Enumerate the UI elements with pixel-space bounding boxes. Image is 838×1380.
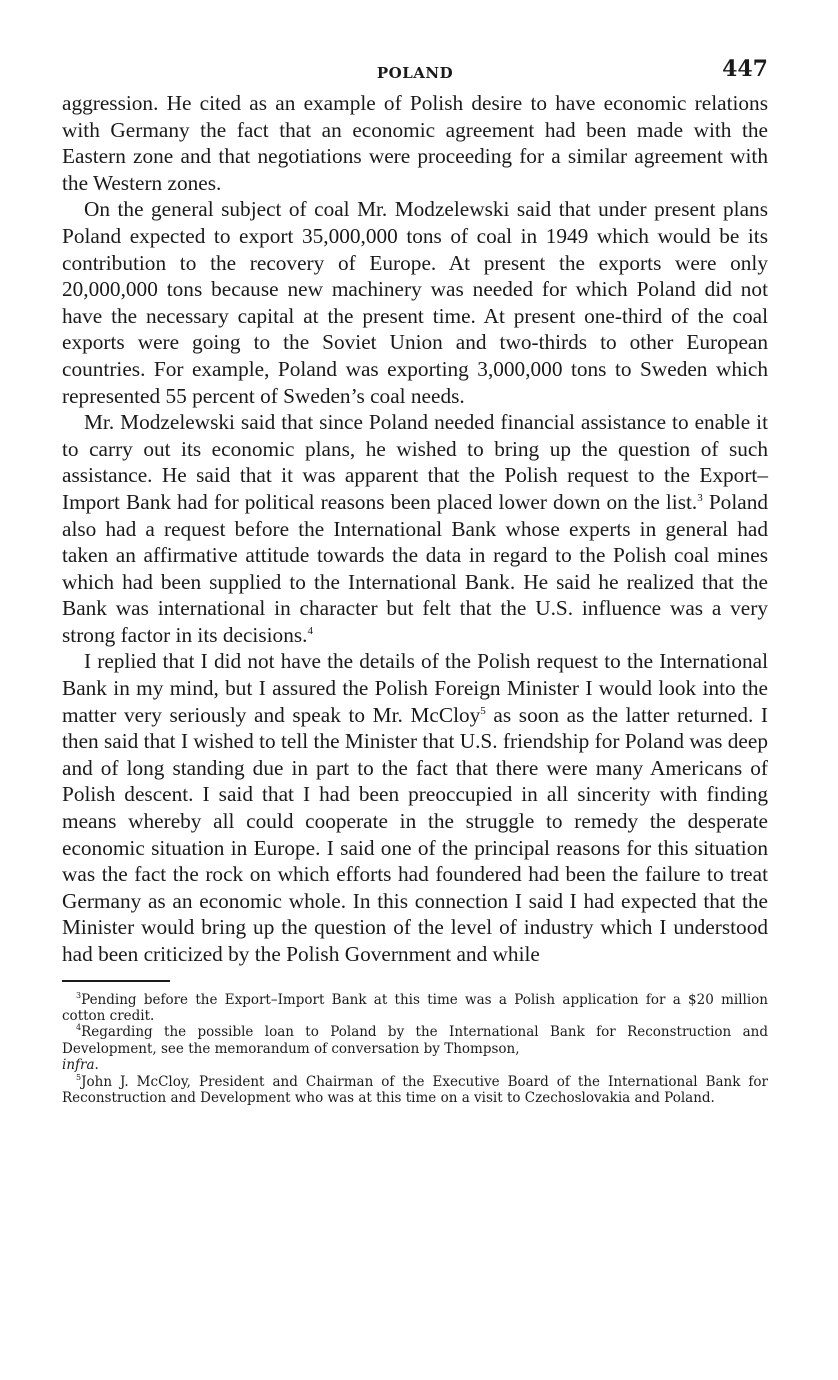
document-page xyxy=(62,56,768,1106)
footnote-ref-3: 3 xyxy=(697,491,703,504)
paragraph-4-text-b: as soon as the latter returned. I then said that I wished to tell the Minister that U.S. friendship for Poland was deep and of long standing due in part to the fact that there were many Americans of Polish descent. I said that I had been preoccupied in all sincerity with finding means whereby all could cooperate in the struggle to remedy the desperate economic situation in Europe. I said one of the principal reasons for this situation was the fact the rock on which efforts had foundered had been the failure to treat Germany as an economic whole. In this connection I said I had expected that the Minister would bring up the question of the level of industry which I understood had been criticized by the Polish Government and while xyxy=(62,702,769,966)
footnote-5-mark: 5 xyxy=(76,1072,82,1082)
footnote-4-text: Regarding the possible loan to Poland by the International Bank for Reconstruction and Development, see the memorandum of conversation by Thompson, xyxy=(62,1024,768,1057)
paragraph-3-text-a: Mr. Modzelewski said that since Poland needed financial assistance to enable it to carry out its economic plans, he wished to bring up the question of such assistance. He said that it was apparent that the Polish request to the Export–Import Bank had for political reasons been placed lower down on the list. xyxy=(62,410,768,514)
footnote-3-mark: 3 xyxy=(76,990,82,1000)
paragraph-3-text-b: Poland also had a request before the International Bank whose experts in general had taken an affirmative attitude towards the data in regard to the Polish coal mines which had been supplied to the International Bank. He said he realized that the Bank was international in character but felt that the U.S. influence was a very strong factor in its decisions. xyxy=(62,489,768,647)
paragraph-3 xyxy=(62,409,768,648)
footnote-4-mark: 4 xyxy=(76,1023,82,1033)
paragraph-1: aggression. He cited as an example of Polish desire to have economic relations with Germany the fact that an economic agreement had been made with the Eastern zone and that negotiations were proceeding for a similar agreement with the Western zones. xyxy=(62,91,768,195)
footnote-5 xyxy=(62,1074,768,1107)
footnote-4-cross-reference: infra. xyxy=(62,1057,99,1074)
running-header xyxy=(62,56,768,90)
paragraph-4-text-a: I replied that I did not have the details of the Polish request to the International Bank in my mind, but I assured the Polish Foreign Minister I would look into the matter very seriously and speak to Mr. McCloy xyxy=(62,649,768,727)
body-text xyxy=(62,90,768,968)
footnote-ref-5: 5 xyxy=(480,704,486,717)
running-title: POLAND xyxy=(376,64,454,82)
footnote-3-text: Pending before the Export–Import Bank at this time was a Polish application for a $20 million cotton credit. xyxy=(62,991,768,1024)
footnote-3 xyxy=(62,992,768,1025)
footnote-ref-4: 4 xyxy=(307,624,313,637)
footnote-4 xyxy=(62,1024,768,1057)
paragraph-2: On the general subject of coal Mr. Modzelewski said that under present plans Poland expected to export 35,000,000 tons of coal in 1949 which would be its contribution to the recovery of Europe. At present the exports were only 20,000,000 tons because new machinery was needed for which Poland did not have the necessary capital at the present time. At present one-third of the coal exports were going to the Soviet Union and two-thirds to other European countries. For example, Poland was exporting 3,000,000 tons to Sweden which represented 55 percent of Sweden’s coal needs. xyxy=(62,197,768,408)
paragraph-4 xyxy=(62,648,768,967)
footnote-5-text: John J. McCloy, President and Chairman of the Executive Board of the International Bank for Reconstruction and Development who was at this time on a visit to Czechoslovakia and Poland. xyxy=(62,1073,768,1107)
footnotes xyxy=(62,992,768,1107)
page-number: 447 xyxy=(722,56,768,82)
footnote-divider xyxy=(62,980,170,982)
